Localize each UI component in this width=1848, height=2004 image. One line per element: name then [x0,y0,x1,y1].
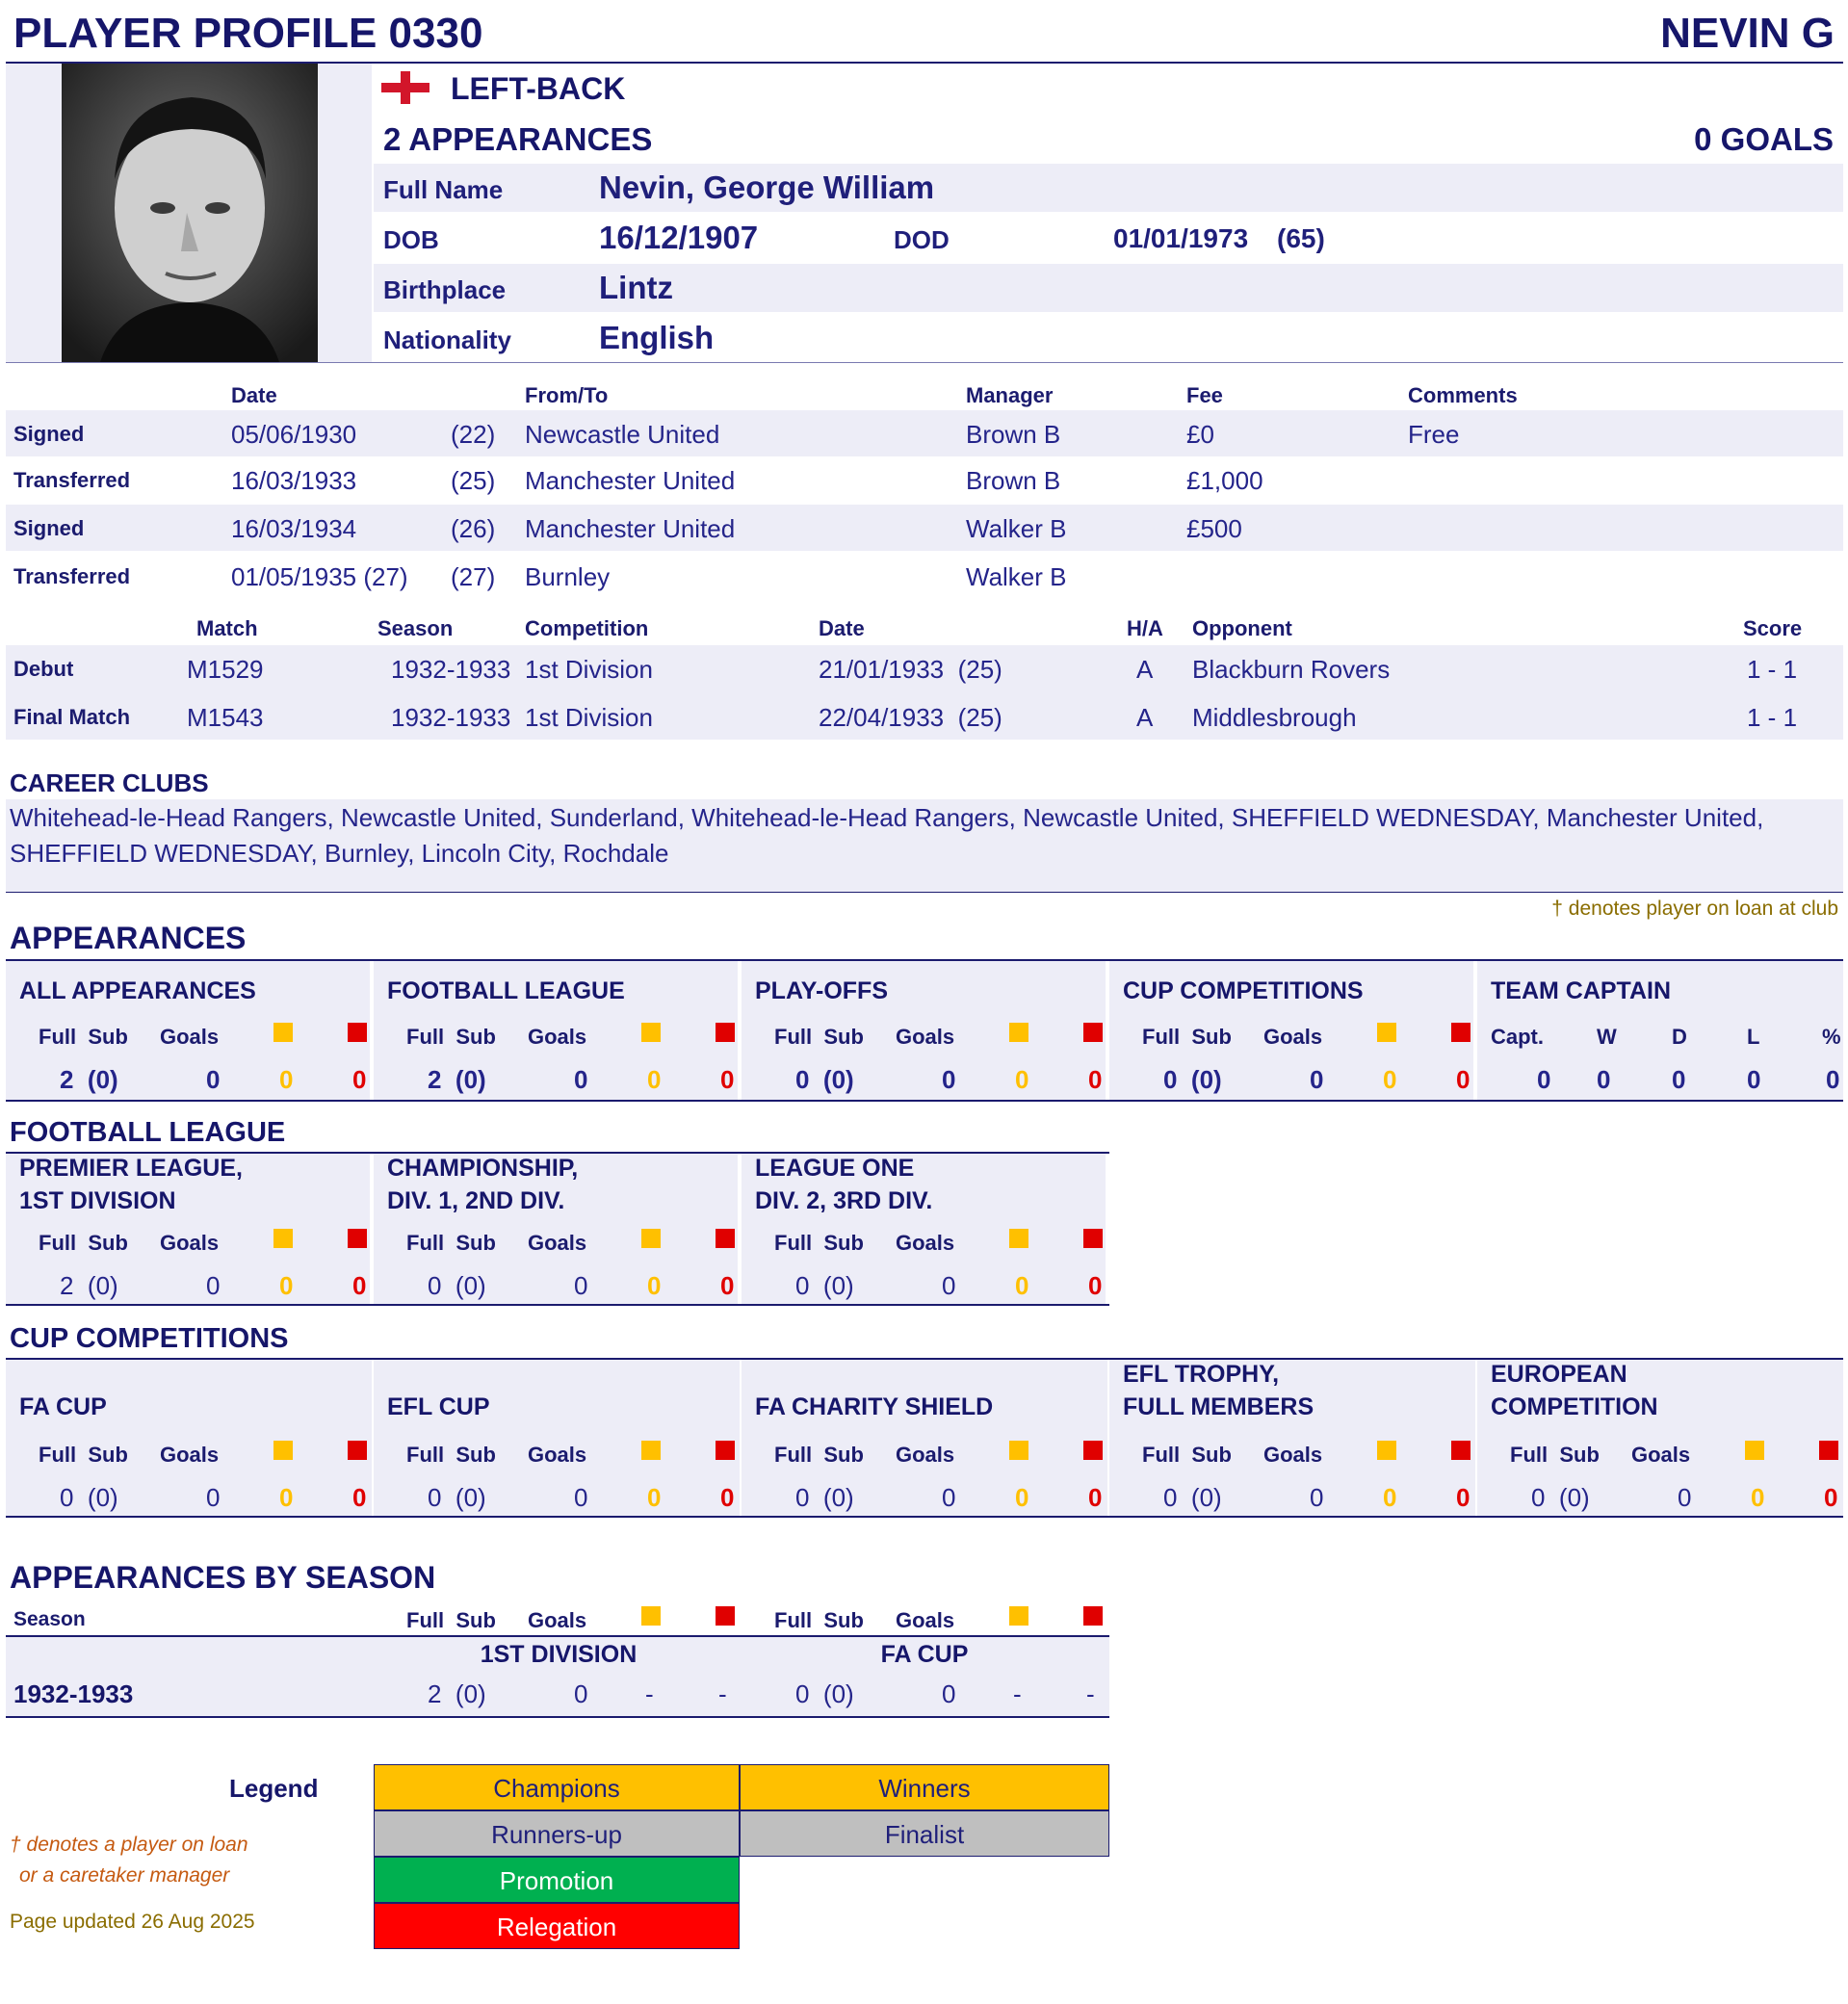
season-c2-yellow: - [1013,1679,1022,1708]
legend-title: Legend [229,1774,319,1803]
stat-yellow: 0 [647,1065,662,1094]
transfer-date: 16/03/1933 [231,466,357,495]
col-full-sub: Full Sub [39,1231,128,1255]
career-line-2: SHEFFIELD WEDNESDAY, Burnley, Lincoln City, Rochdale [10,839,669,868]
profile-divider [6,362,1843,363]
col-goals: Goals [896,1443,955,1467]
stat-yellow: 0 [1751,1483,1765,1512]
stat-goals: 0 [574,1271,588,1300]
legend-note-1: † denotes a player on loan [10,1834,248,1856]
stat-yellow: 0 [1383,1065,1397,1094]
stat-apps: 2 (0) [428,1065,486,1094]
red-card-icon [1083,1229,1103,1248]
captain-l: 0 [1747,1065,1761,1094]
th-season: Season [377,616,454,640]
stat-goals: 0 [1678,1483,1692,1512]
captain-capt: 0 [1537,1065,1551,1094]
th-from-to: From/To [525,383,609,407]
transfer-club: Burnley [525,562,611,591]
col-full-sub: Full Sub [774,1608,864,1632]
season-c1-goals: 0 [574,1679,588,1708]
stat-red: 0 [1456,1065,1471,1094]
season-name: 1932-1933 [13,1679,134,1708]
stat-red: 0 [1456,1483,1471,1512]
th-match-date: Date [819,616,865,640]
position-row [374,64,1843,112]
transfer-club: Manchester United [525,514,736,543]
panel-title-line-2: DIV. 1, 2ND DIV. [387,1187,565,1214]
stat-goals: 0 [206,1271,221,1300]
transfer-fee: £0 [1186,420,1214,449]
transfer-comments: Free [1408,420,1460,449]
th-score: Score [1743,616,1803,640]
red-card-icon [348,1023,367,1042]
by-season-title: APPEARANCES BY SEASON [10,1560,436,1595]
appearances-bottom-divider [6,1100,1843,1102]
captain-col-pct: % [1822,1025,1841,1049]
match-type: Debut [13,657,74,681]
season-c2-red: - [1086,1679,1095,1708]
col-goals: Goals [896,1608,955,1632]
football-league-title: FOOTBALL LEAGUE [10,1117,286,1148]
transfer-manager: Brown B [966,466,1061,495]
stat-goals: 0 [942,1271,956,1300]
stat-red: 0 [720,1271,735,1300]
stat-red: 0 [352,1065,367,1094]
col-goals: Goals [1631,1443,1691,1467]
stat-red: 0 [720,1483,735,1512]
stat-apps: 0 (0) [795,1483,854,1512]
th-opponent: Opponent [1192,616,1292,640]
match-date: 22/04/1933 (25) [819,703,1002,732]
th-date: Date [231,383,277,407]
red-card-icon [348,1229,367,1248]
season-comp-1: 1ST DIVISION [480,1641,638,1668]
red-card-icon [1083,1606,1103,1626]
stat-red: 0 [352,1271,367,1300]
red-card-icon [716,1441,735,1460]
appearances-total: 2 APPEARANCES [383,121,653,157]
transfer-type: Transferred [13,468,131,492]
captain-w: 0 [1597,1065,1611,1094]
player-short-name: NEVIN G [1660,10,1835,57]
match-id: M1529 [187,655,264,684]
th-ha: H/A [1127,616,1163,640]
match-date: 21/01/1933 (25) [819,655,1002,684]
match-opponent: Blackburn Rovers [1192,655,1391,684]
dob: 16/12/1907 [599,220,759,255]
yellow-card-icon [273,1229,293,1248]
red-card-icon [1451,1441,1471,1460]
full-name-row [374,164,1843,212]
col-goals: Goals [1263,1443,1323,1467]
season-c2-goals: 0 [942,1679,956,1708]
transfer-type: Signed [13,422,85,446]
legend-note-2: or a caretaker manager [19,1864,230,1887]
stat-yellow: 0 [647,1483,662,1512]
stat-goals: 0 [574,1483,588,1512]
stat-apps: 2 (0) [60,1271,118,1300]
transfer-club: Newcastle United [525,420,720,449]
goals-total: 0 GOALS [1694,121,1834,157]
season-c1-apps: 2 (0) [428,1679,486,1708]
stat-apps: 0 (0) [428,1483,486,1512]
match-opponent: Middlesbrough [1192,703,1357,732]
season-c1-yellow: - [645,1679,654,1708]
red-card-icon [716,1606,735,1626]
loan-note: † denotes player on loan at club [1551,898,1838,920]
dob-row [374,214,1843,262]
stat-yellow: 0 [1015,1483,1029,1512]
col-full-sub: Full Sub [406,1443,496,1467]
birthplace-label: Birthplace [383,275,507,304]
yellow-card-icon [273,1023,293,1042]
summary-row [374,114,1843,162]
yellow-card-icon [641,1229,661,1248]
transfer-fee: £1,000 [1186,466,1263,495]
col-full-sub: Full Sub [406,1608,496,1632]
dod-age: (65) [1277,223,1325,253]
col-goals: Goals [528,1443,587,1467]
red-card-icon [1451,1023,1471,1042]
transfer-age: (27) [451,562,496,591]
col-full-sub: Full Sub [774,1443,864,1467]
legend-champions: Champions [374,1764,740,1810]
panel-title-line-1: PREMIER LEAGUE, [19,1155,243,1182]
yellow-card-icon [1009,1023,1028,1042]
yellow-card-icon [1009,1606,1028,1626]
fl-bottom-divider [6,1304,1109,1306]
match-competition: 1st Division [525,655,653,684]
player-photo [62,64,318,362]
stat-goals: 0 [942,1065,956,1094]
col-goals: Goals [160,1025,220,1049]
stat-goals: 0 [942,1483,956,1512]
season-header: Season [13,1608,86,1630]
red-card-icon [716,1229,735,1248]
col-full-sub: Full Sub [39,1443,128,1467]
panel-title-line-1: EFL TROPHY, [1123,1361,1280,1388]
nationality: English [599,320,715,355]
th-manager: Manager [966,383,1054,407]
match-type: Final Match [13,705,131,729]
col-goals: Goals [896,1025,955,1049]
stat-yellow: 0 [279,1483,294,1512]
legend-runners-up: Runners-up [374,1810,740,1857]
col-full-sub: Full Sub [1142,1443,1232,1467]
panel-title-line-2: FULL MEMBERS [1123,1393,1314,1420]
stat-apps: 0 (0) [1163,1065,1222,1094]
season-c1-red: - [718,1679,727,1708]
full-name-label: Full Name [383,175,504,204]
stat-red: 0 [1088,1271,1103,1300]
col-goals: Goals [528,1025,587,1049]
stat-goals: 0 [574,1065,588,1094]
stat-yellow: 0 [279,1065,294,1094]
col-full-sub: Full Sub [406,1025,496,1049]
stat-red: 0 [1088,1065,1103,1094]
match-score: 1 - 1 [1747,703,1798,732]
panel-title: PLAY-OFFS [755,977,888,1004]
match-ha: A [1136,703,1154,732]
captain-col-capt: Capt. [1491,1025,1544,1049]
col-full-sub: Full Sub [774,1231,864,1255]
position: LEFT-BACK [451,71,626,106]
legend-promotion: Promotion [374,1857,740,1903]
yellow-card-icon [1009,1441,1028,1460]
th-competition: Competition [525,616,649,640]
match-season: 1932-1933 [391,703,511,732]
dod-label: DOD [894,225,950,254]
panel-title: CUP COMPETITIONS [1123,977,1364,1004]
panel-title-line-1: LEAGUE ONE [755,1155,915,1182]
career-line-1: Whitehead-le-Head Rangers, Newcastle United, Sunderland, Whitehead-le-Head Rangers, Newcastle United, SHEFFIELD WEDNESDAY, Manchester United, [10,803,1764,832]
panel-title: ALL APPEARANCES [19,977,256,1004]
panel-title-line-1: EUROPEAN [1491,1361,1627,1388]
stat-apps: 0 (0) [1531,1483,1590,1512]
panel-title: FOOTBALL LEAGUE [387,977,625,1004]
stat-apps: 0 (0) [60,1483,118,1512]
col-full-sub: Full Sub [39,1025,128,1049]
th-comments: Comments [1408,383,1518,407]
panel-title-line-2: EFL CUP [387,1393,490,1420]
stat-apps: 0 (0) [1163,1483,1222,1512]
transfer-date: 16/03/1934 [231,514,357,543]
yellow-card-icon [641,1606,661,1626]
dob-label: DOB [383,225,439,254]
nationality-row [374,314,1843,362]
season-c2-apps: 0 (0) [795,1679,854,1708]
panel-title-line-2: COMPETITION [1491,1393,1658,1420]
panel-title-line-2: 1ST DIVISION [19,1187,176,1214]
stat-goals: 0 [1310,1065,1324,1094]
captain-col-w: W [1597,1025,1617,1049]
transfer-age: (22) [451,420,496,449]
transfer-manager: Walker B [966,562,1067,591]
col-full-sub: Full Sub [774,1025,864,1049]
transfer-age: (26) [451,514,496,543]
red-card-icon [1819,1441,1838,1460]
col-full-sub: Full Sub [1142,1025,1232,1049]
match-score: 1 - 1 [1747,655,1798,684]
dod: 01/01/1973 [1113,223,1249,253]
appearances-title: APPEARANCES [10,921,247,955]
captain-d: 0 [1672,1065,1686,1094]
legend-finalist: Finalist [740,1810,1109,1857]
match-ha: A [1136,655,1154,684]
stat-red: 0 [1088,1483,1103,1512]
stat-yellow: 0 [647,1271,662,1300]
panel-title-line-2: DIV. 2, 3RD DIV. [755,1187,933,1214]
birthplace-row [374,264,1843,312]
page-updated: Page updated 26 Aug 2025 [10,1911,255,1933]
panel-title-line-1: CHAMPIONSHIP, [387,1155,579,1182]
col-goals: Goals [1263,1025,1323,1049]
transfer-fee: £500 [1186,514,1242,543]
stat-apps: 2 (0) [60,1065,118,1094]
stat-apps: 0 (0) [795,1065,854,1094]
nationality-label: Nationality [383,325,511,354]
captain-col-l: L [1747,1025,1760,1049]
col-full-sub: Full Sub [1510,1443,1600,1467]
transfer-age: (25) [451,466,496,495]
transfer-type: Signed [13,516,85,540]
col-goals: Goals [896,1231,955,1255]
th-fee: Fee [1186,383,1223,407]
stat-goals: 0 [206,1483,221,1512]
season-bottom-divider [6,1716,1109,1718]
col-full-sub: Full Sub [406,1231,496,1255]
panel-title-line-2: FA CHARITY SHIELD [755,1393,994,1420]
yellow-card-icon [1745,1441,1764,1460]
birthplace: Lintz [599,270,673,305]
stat-yellow: 0 [1383,1483,1397,1512]
stat-yellow: 0 [1015,1271,1029,1300]
match-competition: 1st Division [525,703,653,732]
stat-apps: 0 (0) [428,1271,486,1300]
col-goals: Goals [160,1443,220,1467]
cup-competitions-title: CUP COMPETITIONS [10,1323,289,1354]
red-card-icon [1083,1441,1103,1460]
th-match: Match [196,616,258,640]
transfer-date: 01/05/1935 (27) [231,562,408,591]
transfer-club: Manchester United [525,466,736,495]
match-season: 1932-1933 [391,655,511,684]
transfer-date: 05/06/1930 [231,420,357,449]
transfer-type: Transferred [13,564,131,588]
captain-pct: 0 [1826,1065,1840,1094]
stat-red: 0 [720,1065,735,1094]
career-divider [6,892,1843,893]
red-card-icon [716,1023,735,1042]
col-goals: Goals [528,1608,587,1632]
transfer-manager: Walker B [966,514,1067,543]
full-name: Nevin, George William [599,169,935,205]
england-flag-icon [381,71,429,104]
match-id: M1543 [187,703,264,732]
captain-col-d: D [1672,1025,1687,1049]
season-comp-2: FA CUP [880,1641,969,1668]
stat-yellow: 0 [279,1271,294,1300]
panel-title: TEAM CAPTAIN [1491,977,1672,1004]
yellow-card-icon [273,1441,293,1460]
legend-relegation: Relegation [374,1903,740,1949]
col-goals: Goals [160,1231,220,1255]
yellow-card-icon [1009,1229,1028,1248]
page-title: PLAYER PROFILE 0330 [13,10,483,57]
stat-goals: 0 [206,1065,221,1094]
panel-title-line-2: FA CUP [19,1393,107,1420]
transfer-manager: Brown B [966,420,1061,449]
col-goals: Goals [528,1231,587,1255]
yellow-card-icon [1377,1441,1396,1460]
stat-goals: 0 [1310,1483,1324,1512]
stat-red: 0 [352,1483,367,1512]
red-card-icon [1083,1023,1103,1042]
stat-yellow: 0 [1015,1065,1029,1094]
yellow-card-icon [641,1441,661,1460]
cup-bottom-divider [6,1516,1843,1518]
red-card-icon [348,1441,367,1460]
stat-red: 0 [1824,1483,1838,1512]
legend-winners: Winners [740,1764,1109,1810]
yellow-card-icon [1377,1023,1396,1042]
yellow-card-icon [641,1023,661,1042]
stat-apps: 0 (0) [795,1271,854,1300]
career-title: CAREER CLUBS [10,768,209,797]
